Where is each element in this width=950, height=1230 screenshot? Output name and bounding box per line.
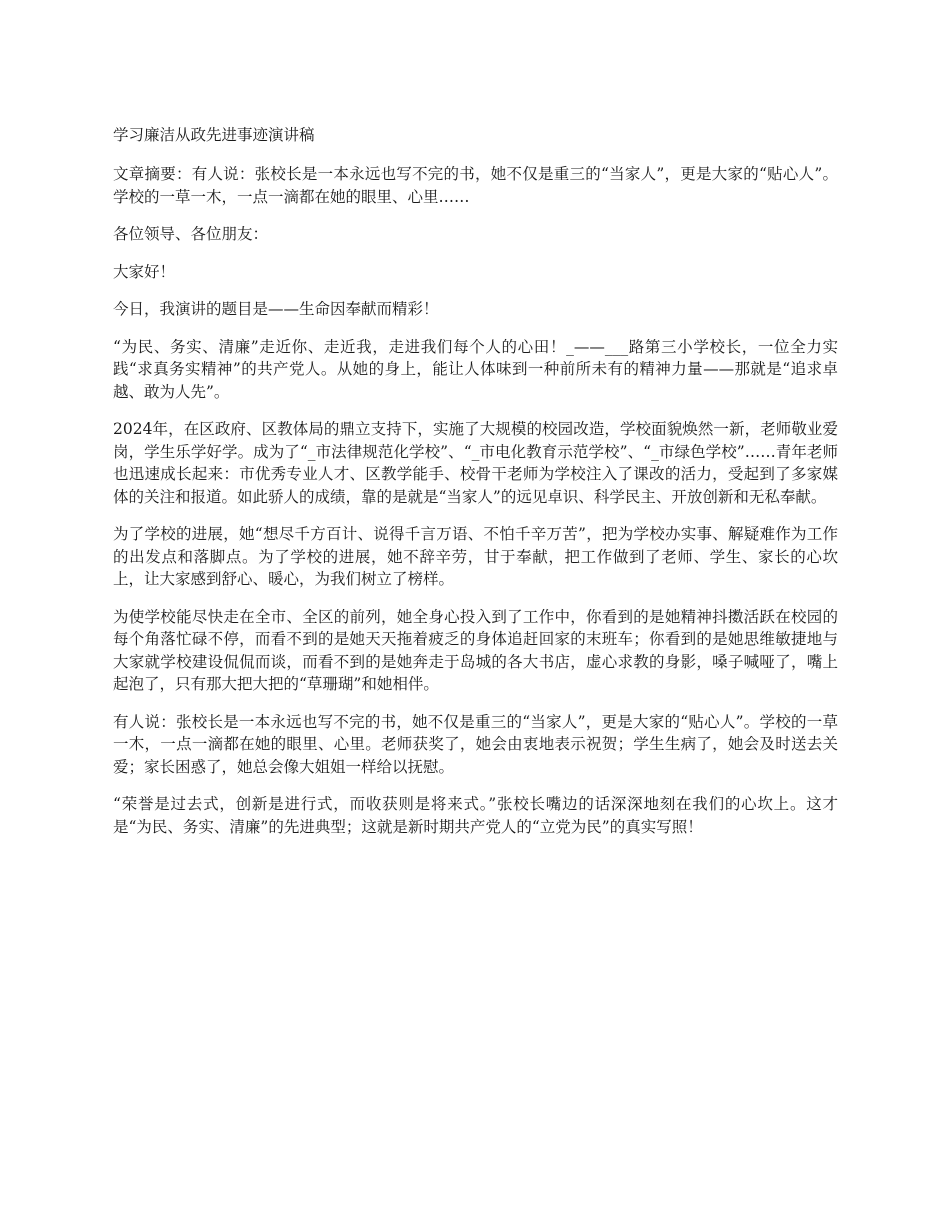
document-page: [113, 124, 838, 853]
paragraph-caring: 有人说：张校长是一本永远也写不完的书，她不仅是重三的“当家人”，更是大家的“贴心人”。学校的一草一木，一点一滴都在她的眼里、心里。老师获奖了，她会由衷地表示祝贺；学生生病了，她会及时送去关爱；家长困惑了，她总会像大姐姐一样给以抚慰。: [113, 712, 838, 776]
paragraph-conclusion: “荣誉是过去式，创新是进行式，而收获则是将来式。”张校长嘴边的话深深地刻在我们的心坎上。这才是“为民、务实、清廉”的先进典型；这就是新时期共产党人的“立党为民”的真实写照！: [113, 795, 838, 836]
document-title: 学习廉洁从政先进事迹演讲稿: [113, 126, 315, 144]
paragraph-introduction: “为民、务实、清廉”走近你、走近我，走进我们每个人的心田！_——___路第三小学校长，一位全力实践“求真务实精神”的共产党人。从她的身上，能让人体味到一种前所未有的精神力量——那就是“追求卓越、敢为人先”。: [113, 337, 838, 401]
paragraph-salutation: 各位领导、各位朋友：: [113, 225, 269, 243]
paragraph-topic: 今日，我演讲的题目是——生命因奉献而精彩！: [113, 300, 439, 318]
paragraph-achievements: 2024年，在区政府、区教体局的鼎立支持下，实施了大规模的校园改造，学校面貌焕然一新，老师敬业爱岗，学生乐学好学。成为了“_市法律规范化学校”、“_市电化教育示范学校”、“_市绿色学校”……青年老师也迅速成长起来：市优秀专业人才、区教学能手、校骨干老师为学校注入了课改的活力，受起到了多家媒体的关注和报道。如此骄人的成绩，靠的是就是“当家人”的远见卓识、科学民主、开放创新和无私奉献。: [113, 420, 838, 506]
paragraph-abstract: 文章摘要：有人说：张校长是一本永远也写不完的书，她不仅是重三的“当家人”，更是大家的“贴心人”。学校的一草一木，一点一滴都在她的眼里、心里……: [113, 165, 838, 206]
paragraph-dedication: 为了学校的进展，她“想尽千方百计、说得千言万语、不怕千辛万苦”，把为学校办实事、解疑难作为工作的出发点和落脚点。为了学校的进展，她不辞辛劳，甘于奉献，把工作做到了老师、学生、家长的心坎上，让大家感到舒心、暖心，为我们树立了榜样。: [113, 525, 838, 588]
paragraph-greeting: 大家好！: [113, 262, 176, 281]
paragraph-hard-work: 为使学校能尽快走在全市、全区的前列，她全身心投入到了工作中，你看到的是她精神抖擞活跃在校园的每个角落忙碌不停，而看不到的是她天天拖着疲乏的身体追赶回家的末班车；你看到的是她思维敏捷地与大家就学校建设侃侃而谈，而看不到的是她奔走于岛城的各大书店，虚心求教的身影，嗓子喊哑了，嘴上起泡了，只有那大把大把的“草珊瑚”和她相伴。: [113, 607, 838, 693]
